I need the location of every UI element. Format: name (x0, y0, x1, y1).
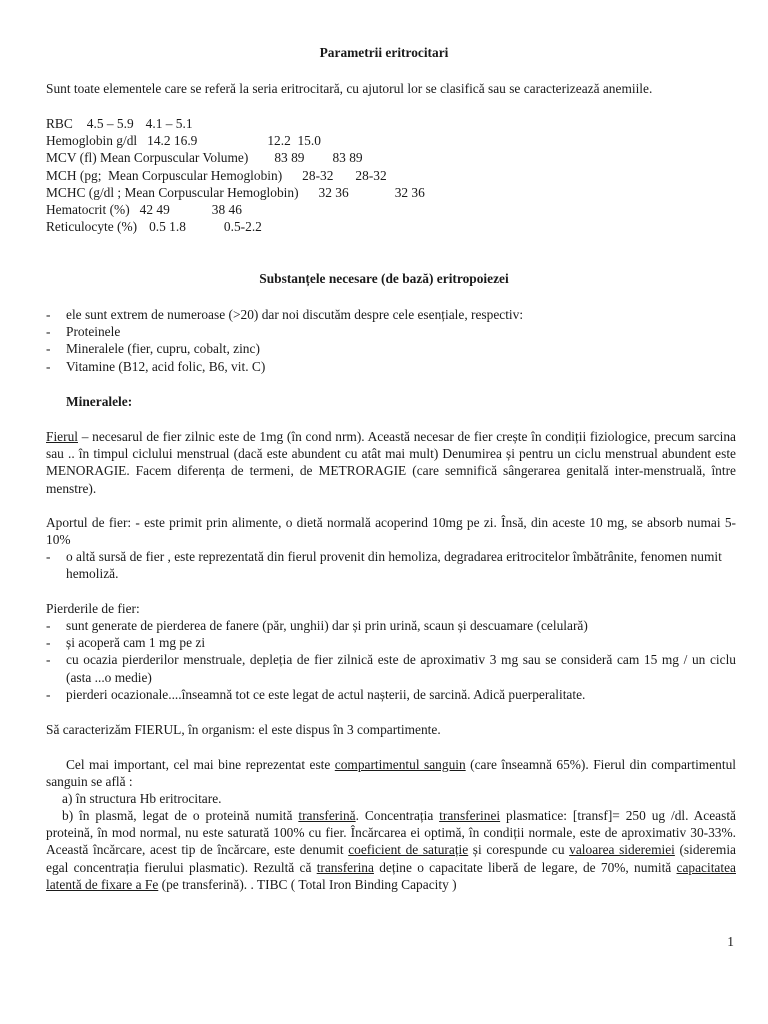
list-item: - pierderi ocazionale....înseamnă tot ce este legat de actul nașterii, de sarcină. Adică puerperalitate. (46, 686, 586, 702)
list-item: - sunt generate de pierderea de fanere (păr, unghii) dar și prin urină, scaun și descuamare (celulară) (46, 618, 588, 633)
parameter-female-value: 83 89 (332, 150, 363, 166)
parameter-row (46, 184, 736, 201)
list-item: - ele sunt extrem de numeroase (>20) dar noi discutăm despre cele esențiale, respectiv: (46, 307, 524, 322)
parameter-row (46, 167, 736, 184)
parameter-female-value: 4.1 – 5.1 (145, 116, 193, 131)
parameter-row (46, 132, 736, 149)
page-number: 1 (727, 934, 734, 949)
parameter-female-value: 12.2 15.0 (267, 133, 321, 149)
parameter-male-value: 83 89 (274, 150, 305, 166)
pierderi-list (46, 617, 736, 703)
parameter-male-value: 32 36 (318, 184, 349, 200)
parameter-name: MCH (pg; Mean Corpuscular Hemoglobin) (46, 167, 283, 183)
page-title: Parametrii eritrocitari (319, 45, 449, 60)
parameter-row (46, 115, 736, 132)
parameter-female-value: 38 46 (211, 202, 242, 218)
list-item: - Vitamine (B12, acid folic, B6, vit. C) (46, 358, 266, 374)
parameter-male-value: 14.2 16.9 (147, 133, 198, 149)
parameter-name: RBC (46, 116, 73, 131)
parameter-name: Hemoglobin g/dl (46, 133, 138, 149)
substances-list (46, 306, 736, 375)
parameter-male-value: 42 49 (139, 202, 170, 218)
intro-paragraph: Sunt toate elementele care se referă la seria eritrocitară, cu ajutorul lor se clasifică sau se caracterizează anemiile. (46, 81, 653, 96)
parameter-name: MCV (fl) Mean Corpuscular Volume) (46, 150, 249, 166)
aport-paragraph: Aportul de fier: - este primit prin alimente, o dietă normală acoperind 10mg pe zi. Însă, din aceste 10 mg, se absorb numai 5-10% (46, 515, 736, 548)
pierderi-heading: Pierderile de fier: (46, 601, 140, 616)
parameter-male-value: 4.5 – 5.9 (86, 116, 134, 131)
compartiment-item-b: b) în plasmă, legat de o proteină numită transferină. Concentrația transferinei plasmatice: [transf]= 250 ug /dl. Această proteină, în mod normal, nu este saturată 100% cu fier. Încărcarea ei optimă, în condiții normale, este de aproximativ 30-33%. Această încărcare, acest tip de încărcare, este denumit coeficient de saturație și corespunde cu valoarea sideremiei (sideremia egal concentrația fierului plasmatic). Rezultă că transferina deține o capacitate liberă de legare, de 70%, numită capacitatea latentă de fixare a Fe (pe transferină). . TIBC ( Total Iron Binding Capacity ) (46, 808, 736, 892)
fier-paragraph: Fierul – necesarul de fier zilnic este de 1mg (în cond nrm). Această necesar de fier crește în condiții fiziologice, precum sarcina sau .. în timpul ciclului menstrual (dacă este abundent cu atât mai mult) Denumirea și pentru un ciclu menstrual abundent este MENORAGIE. Facem diferența de termeni, de METRORAGIE (care semnifică sângerarea genitală inter-menstruală, între menstre). (46, 429, 736, 496)
parameter-row (46, 218, 736, 235)
list-item: - cu ocazia pierderilor menstruale, depleția de fier zilnică este de aproximativ 3 mg sau se consideră cam 15 mg / un ciclu (asta ...o medie) (46, 652, 736, 685)
compartiment-paragraph: Cel mai important, cel mai bine reprezentat este compartimentul sanguin (care înseamnă 65%). Fierul din compartimentul sanguin se află : (46, 757, 736, 790)
compartiment-item-a: a) în structura Hb eritrocitare. (62, 791, 222, 806)
fier-term: Fierul (46, 429, 78, 444)
parameters-list (46, 115, 736, 235)
parameter-female-value: 32 36 (394, 184, 425, 200)
parameter-male-value: 0.5 1.8 (149, 219, 186, 235)
list-item: - Mineralele (fier, cupru, cobalt, zinc) (46, 341, 260, 357)
list-item: - Proteinele (46, 324, 121, 340)
parameter-name: MCHC (g/dl ; Mean Corpuscular Hemoglobin) (46, 184, 299, 200)
list-item: - și acoperă cam 1 mg pe zi (46, 635, 206, 651)
parameter-row (46, 201, 736, 218)
parameter-female-value: 0.5-2.2 (223, 219, 262, 235)
parameter-name: Reticulocyte (%) (46, 219, 138, 235)
aport-list (46, 548, 736, 582)
parameter-row (46, 149, 736, 166)
caracterizare-paragraph: Să caracterizăm FIERUL, în organism: el este dispus în 3 compartimente. (46, 722, 441, 737)
minerals-heading: Mineralele: (66, 394, 133, 409)
parameter-male-value: 28-32 (302, 167, 334, 183)
list-item: - o altă sursă de fier , este reprezentată din fierul provenit din hemoliza, degradarea eritrocitelor îmbătrânite, fenomen numit hemoliză. (46, 549, 722, 582)
section-title: Substanțele necesare (de bază) eritropoiezei (259, 271, 509, 286)
parameter-name: Hematocrit (%) (46, 202, 130, 218)
parameter-female-value: 28-32 (355, 167, 387, 183)
